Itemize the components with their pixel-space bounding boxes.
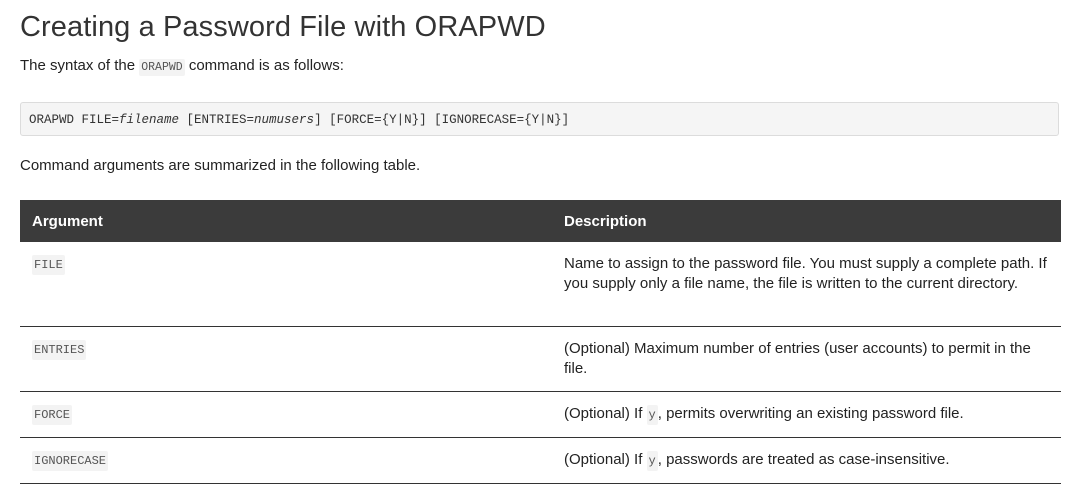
syntax-numusers-placeholder: numusers bbox=[254, 113, 315, 127]
intro-paragraph bbox=[20, 57, 344, 74]
argument-cell bbox=[20, 327, 552, 392]
argument-code: ENTRIES bbox=[32, 340, 86, 360]
page-title: Creating a Password File with ORAPWD bbox=[20, 11, 546, 43]
argument-cell bbox=[20, 242, 552, 327]
description-code: y bbox=[647, 405, 658, 425]
syntax-part-1: ORAPWD FILE= bbox=[29, 113, 120, 127]
arguments-table bbox=[20, 200, 1061, 484]
table-header-row bbox=[20, 200, 1061, 242]
syntax-filename-placeholder: filename bbox=[119, 113, 180, 127]
argument-cell bbox=[20, 438, 552, 484]
argument-code: FILE bbox=[32, 255, 65, 275]
argument-cell bbox=[20, 392, 552, 438]
argument-code: FORCE bbox=[32, 405, 72, 425]
argument-code: IGNORECASE bbox=[32, 451, 108, 471]
table-row bbox=[20, 392, 1061, 438]
description-text-after: , permits overwriting an existing password file. bbox=[657, 405, 964, 422]
syntax-part-5: ] [FORCE={Y|N}] [IGNORECASE={Y|N}] bbox=[314, 113, 570, 127]
table-row bbox=[20, 327, 1061, 392]
header-description: Description bbox=[564, 212, 647, 230]
description-text-before: (Optional) If bbox=[564, 405, 647, 422]
table-row bbox=[20, 242, 1061, 327]
description-cell: Name to assign to the password file. You must supply a complete path. If you supply only a file name, the file is written to the current directory. bbox=[552, 242, 1061, 327]
syntax-part-3: [ENTRIES= bbox=[179, 113, 255, 127]
intro-text-before: The syntax of the bbox=[20, 57, 140, 74]
description-cell: (Optional) Maximum number of entries (user accounts) to permit in the file. bbox=[552, 327, 1061, 392]
header-argument: Argument bbox=[32, 212, 103, 230]
summary-paragraph: Command arguments are summarized in the following table. bbox=[20, 157, 421, 174]
description-cell bbox=[552, 438, 1061, 484]
intro-text-after: command is as follows: bbox=[184, 57, 344, 74]
description-cell bbox=[552, 392, 1061, 438]
description-text-after: , passwords are treated as case-insensitive. bbox=[657, 451, 950, 468]
syntax-code-block bbox=[20, 102, 1059, 136]
description-code: y bbox=[647, 451, 658, 471]
table-row bbox=[20, 438, 1061, 484]
intro-code-orapwd: ORAPWD bbox=[141, 61, 183, 74]
description-text-before: (Optional) If bbox=[564, 451, 647, 468]
